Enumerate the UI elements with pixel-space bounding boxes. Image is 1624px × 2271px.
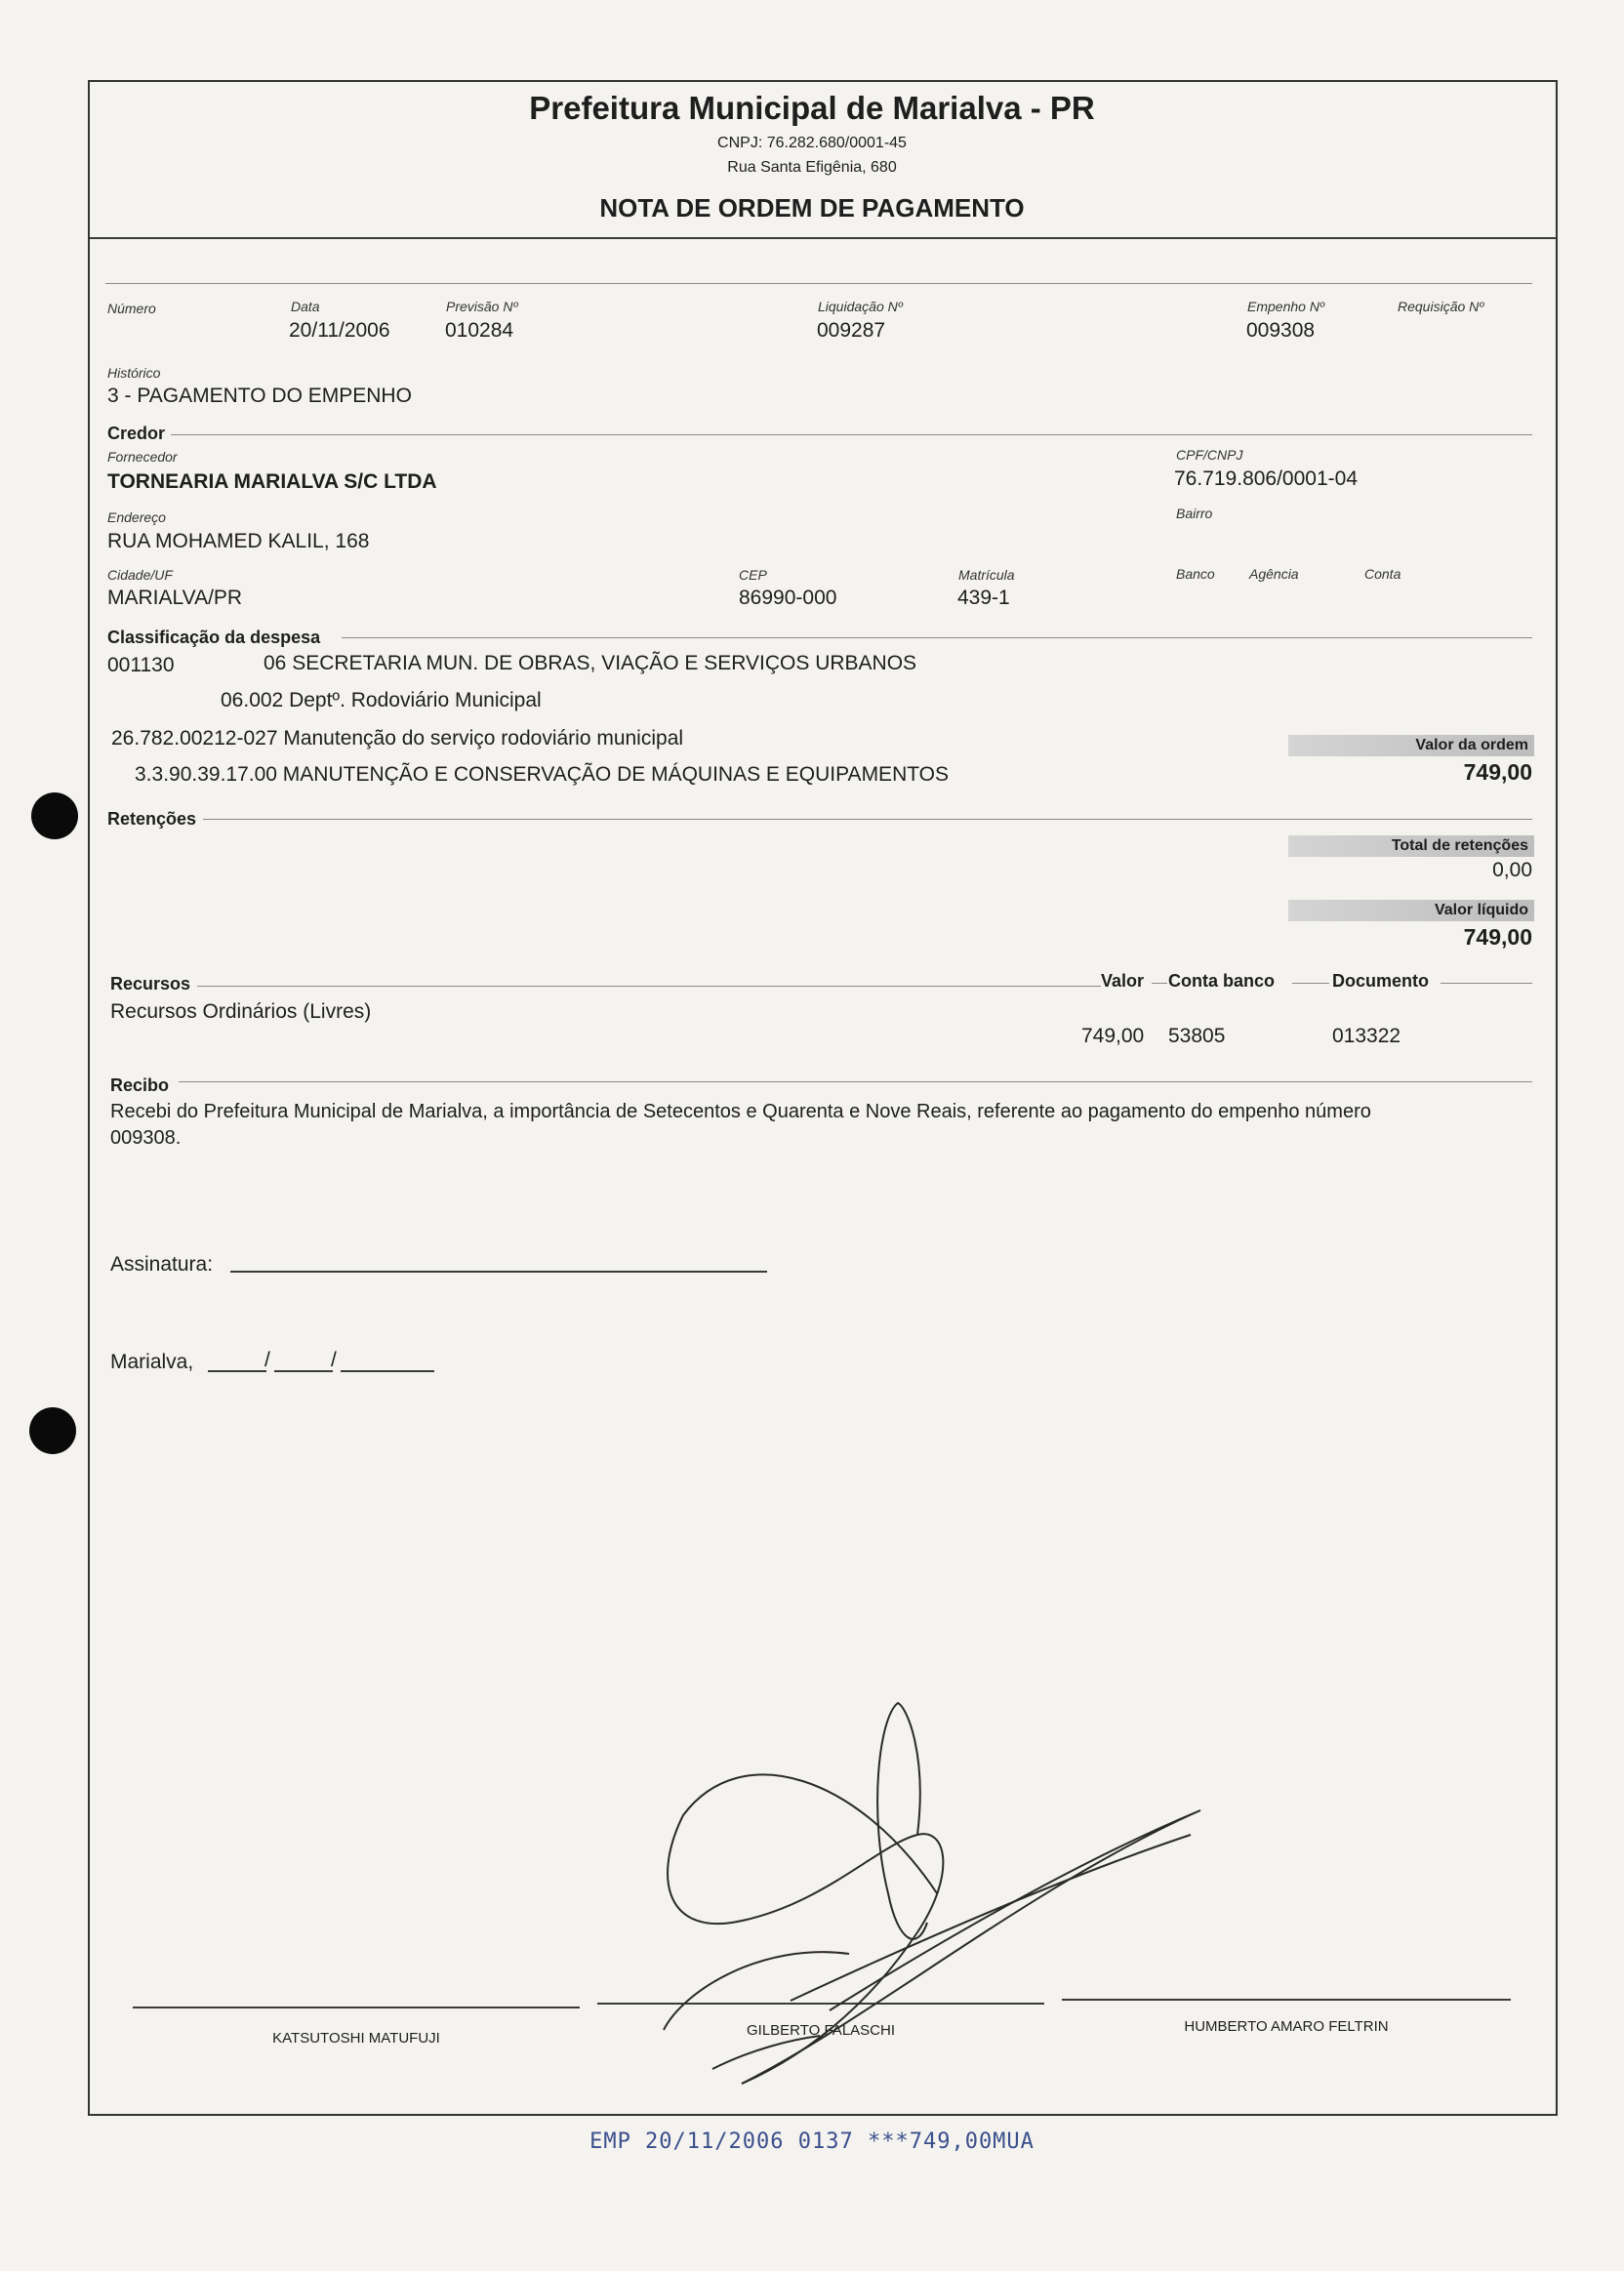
recursos-description: Recursos Ordinários (Livres) [110,1000,372,1023]
secretaria-line: 06 SECRETARIA MUN. DE OBRAS, VIAÇÃO E SERVIÇOS URBANOS [264,652,917,674]
punch-hole-bottom [29,1407,76,1454]
signatory-3: HUMBERTO AMARO FELTRIN [1184,2018,1389,2035]
address-line: Rua Santa Efigênia, 680 [727,159,897,176]
data-label: Data [291,299,320,314]
cep-label: CEP [739,567,767,583]
cpf-cnpj-value: 76.719.806/0001-04 [1174,467,1359,490]
credor-section-title: Credor [107,424,166,443]
recibo-text-line2: 009308. [110,1127,182,1149]
numero-label: Número [107,301,156,316]
local-date-label: Marialva, [110,1351,194,1373]
date-year-line [341,1370,434,1372]
documento-column-label: Documento [1332,971,1429,991]
banco-label: Banco [1176,566,1215,582]
assinatura-label: Assinatura: [110,1253,214,1276]
municipality-title: Prefeitura Municipal de Marialva - PR [529,90,1095,126]
cpf-cnpj-label: CPF/CNPJ [1176,447,1243,463]
retencoes-rule [203,819,1532,820]
historico-value: 3 - PAGAMENTO DO EMPENHO [107,385,412,407]
signatory-1: KATSUTOSHI MATUFUJI [272,2030,440,2047]
endereco-label: Endereço [107,509,166,525]
signature-line-1 [133,2007,580,2008]
conta-label: Conta [1364,566,1401,582]
fields-top-rule [105,283,1532,284]
cidade-value: MARIALVA/PR [107,587,243,609]
total-retencoes-value: 0,00 [1492,859,1532,881]
date-slash-2: / [331,1349,337,1371]
historico-label: Histórico [107,365,161,381]
empenho-label: Empenho Nº [1247,299,1325,314]
header-divider [90,237,1556,239]
date-month-line [274,1370,333,1372]
recursos-rule [197,986,1101,987]
credor-rule [171,434,1532,435]
requisicao-label: Requisição Nº [1398,299,1484,314]
assinatura-line [230,1271,767,1273]
valor-liquido-label: Valor líquido [1288,900,1534,921]
recursos-section-title: Recursos [110,974,191,994]
valor-ordem-label: Valor da ordem [1288,735,1534,756]
empenho-value: 009308 [1246,319,1316,342]
bairro-label: Bairro [1176,506,1213,521]
fornecedor-label: Fornecedor [107,449,178,465]
retencoes-section-title: Retenções [107,809,197,829]
punch-hole-top [31,792,78,839]
departamento-line: 06.002 Deptº. Rodoviário Municipal [221,689,542,711]
recibo-section-title: Recibo [110,1075,170,1095]
cidade-label: Cidade/UF [107,567,173,583]
liquidacao-value: 009287 [817,319,886,342]
handwritten-signature [625,1698,1308,2108]
liquidacao-label: Liquidação Nº [818,299,903,314]
recibo-rule [179,1081,1532,1082]
classificacao-section-title: Classificação da despesa [107,628,321,647]
matricula-value: 439-1 [957,587,1010,609]
fornecedor-value: TORNEARIA MARIALVA S/C LTDA [107,470,437,493]
conta-banco-column-label: Conta banco [1168,971,1276,991]
total-retencoes-label: Total de retenções [1288,835,1534,857]
recursos-rule-3 [1292,983,1329,984]
signatory-2: GILBERTO FALASCHI [747,2022,895,2039]
matricula-label: Matrícula [958,567,1015,583]
document-title: NOTA DE ORDEM DE PAGAMENTO [599,193,1025,223]
previsao-value: 010284 [445,319,514,342]
recibo-text-line1: Recebi do Prefeitura Municipal de Marialva, a importância de Setecentos e Quarenta e Nove Reais, referente ao pagamento do empenho número [110,1101,1371,1122]
cep-value: 86990-000 [739,587,837,609]
classificacao-code: 001130 [107,654,175,676]
authentication-stamp: EMP 20/11/2006 0137 ***749,00MUA [589,2129,1035,2154]
recursos-conta: 53805 [1168,1025,1226,1047]
recursos-valor: 749,00 [1081,1025,1145,1047]
previsao-label: Previsão Nº [446,299,518,314]
elemento-line: 3.3.90.39.17.00 MANUTENÇÃO E CONSERVAÇÃO DE MÁQUINAS E EQUIPAMENTOS [135,763,950,786]
valor-column-label: Valor [1101,971,1145,991]
recursos-rule-2 [1152,983,1167,984]
valor-liquido-value: 749,00 [1463,924,1532,950]
data-value: 20/11/2006 [289,319,390,342]
recursos-rule-4 [1441,983,1532,984]
valor-ordem-value: 749,00 [1463,759,1532,785]
recursos-documento: 013322 [1332,1025,1401,1047]
classificacao-rule [342,637,1532,638]
programa-line: 26.782.00212-027 Manutenção do serviço rodoviário municipal [111,727,684,750]
cnpj-line: CNPJ: 76.282.680/0001-45 [717,135,907,151]
date-day-line [208,1370,266,1372]
endereco-value: RUA MOHAMED KALIL, 168 [107,530,370,552]
date-slash-1: / [264,1349,270,1371]
agencia-label: Agência [1249,566,1299,582]
